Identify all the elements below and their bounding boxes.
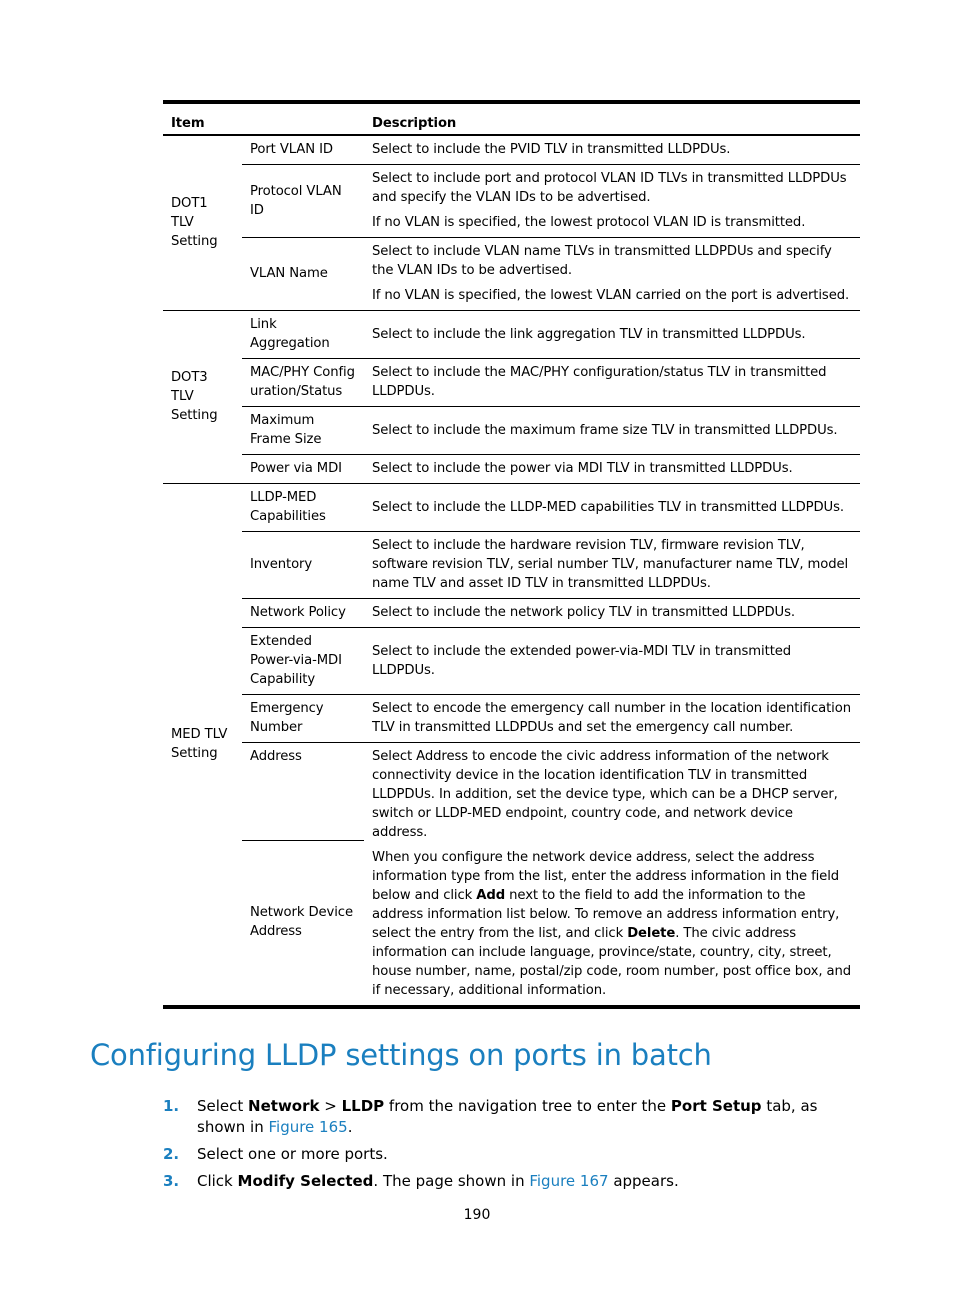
row-item: Network Policy xyxy=(242,599,364,628)
table-row xyxy=(163,311,860,359)
row-desc: Select to include the MAC/PHY configuration/status TLV in transmitted LLDPDUs. xyxy=(364,359,860,407)
row-item: LLDP-MED Capabilities xyxy=(242,484,364,532)
table-row xyxy=(163,359,860,407)
row-desc: Select to include port and protocol VLAN ID TLVs in transmitted LLDPDUs and specify the VLAN IDs to be advertised. If no VLAN is specified, the lowest protocol VLAN ID is transmitted. xyxy=(364,165,860,238)
row-desc: Select to include the power via MDI TLV in transmitted LLDPDUs. xyxy=(364,455,860,484)
row-item: Protocol VLAN ID xyxy=(242,165,364,238)
row-desc: Select to include the LLDP-MED capabilities TLV in transmitted LLDPDUs. xyxy=(364,484,860,532)
page-number: 190 xyxy=(463,1207,491,1223)
tlv-settings-table xyxy=(163,100,860,1009)
step-item: 1. Select Network > LLDP from the navigation tree to enter the Port Setup tab, as shown in Figure 165. xyxy=(163,1097,818,1136)
row-desc: Select to include VLAN name TLVs in transmitted LLDPDUs and specify the VLAN IDs to be advertised. If no VLAN is specified, the lowest VLAN carried on the port is advertised. xyxy=(364,238,860,311)
step-number: 1. xyxy=(163,1097,180,1115)
table-row xyxy=(163,407,860,455)
header-description: Description xyxy=(364,102,860,135)
row-desc: Select to include the PVID TLV in transmitted LLDPDUs. xyxy=(364,135,860,165)
step-number: 3. xyxy=(163,1172,180,1190)
table-row xyxy=(163,743,860,841)
table-row xyxy=(163,695,860,743)
group-med: MED TLV Setting xyxy=(163,484,242,1008)
row-item: Link Aggregation xyxy=(242,311,364,359)
row-item: Maximum Frame Size xyxy=(242,407,364,455)
group-dot3: DOT3 TLV Setting xyxy=(163,311,242,484)
row-item: Extended Power-via-MDI Capability xyxy=(242,628,364,695)
row-item: Emergency Number xyxy=(242,695,364,743)
row-item: Inventory xyxy=(242,532,364,599)
row-desc: Select to include the network policy TLV in transmitted LLDPDUs. xyxy=(364,599,860,628)
table-row xyxy=(163,165,860,238)
table-row xyxy=(163,238,860,311)
section-title: Configuring LLDP settings on ports in batch xyxy=(90,1038,712,1072)
table-header-row xyxy=(163,102,860,135)
step-item: 3. Click Modify Selected. The page shown in Figure 167 appears. xyxy=(163,1172,679,1190)
row-desc: Select to encode the emergency call number in the location identification TLV in transmitted LLDPDUs and set the emergency call number. xyxy=(364,695,860,743)
row-desc: Select to include the extended power-via-MDI TLV in transmitted LLDPDUs. xyxy=(364,628,860,695)
row-desc: Select to include the hardware revision TLV, firmware revision TLV, software revision TLV, serial number TLV, manufacturer name TLV, model name TLV and asset ID TLV in transmitted LLDPDUs. xyxy=(364,532,860,599)
figure-165-link[interactable]: Figure 165 xyxy=(268,1118,348,1136)
row-desc: Select to include the maximum frame size TLV in transmitted LLDPDUs. xyxy=(364,407,860,455)
figure-167-link[interactable]: Figure 167 xyxy=(529,1172,609,1190)
header-item: Item xyxy=(163,102,364,135)
row-item-address: Address xyxy=(242,743,364,841)
table-row xyxy=(163,599,860,628)
address-desc: Select Address to encode the civic address information of the network connectivity device in the location identification TLV in transmitted LLDPDUs. In addition, set the device type, which can be a DHCP server, switch or LLDP-MED endpoint, country code, and network device address. When you configure the network device address, select the address information type from the list, enter the address information in the field below and click Add next to the field to add the information to the address information list below. To remove an address information entry, select the entry from the list, and click Delete. The civic address information can include language, province/state, country, city, street, house number, name, postal/zip code, room number, post office box, and if necessary, additional information. xyxy=(364,743,860,1008)
row-item-network-device-address: Network Device Address xyxy=(242,840,364,1007)
table-row xyxy=(163,455,860,484)
group-dot1: DOT1 TLV Setting xyxy=(163,135,242,311)
row-item: Power via MDI xyxy=(242,455,364,484)
step-item: 2. Select one or more ports. xyxy=(163,1145,388,1163)
table-row xyxy=(163,484,860,532)
table-row xyxy=(163,135,860,165)
table-row xyxy=(163,628,860,695)
step-number: 2. xyxy=(163,1145,180,1163)
row-desc: Select to include the link aggregation TLV in transmitted LLDPDUs. xyxy=(364,311,860,359)
row-item: Port VLAN ID xyxy=(242,135,364,165)
row-item: VLAN Name xyxy=(242,238,364,311)
row-item: MAC/PHY Configuration/Status xyxy=(242,359,364,407)
steps-list xyxy=(163,1096,863,1198)
table-row xyxy=(163,532,860,599)
